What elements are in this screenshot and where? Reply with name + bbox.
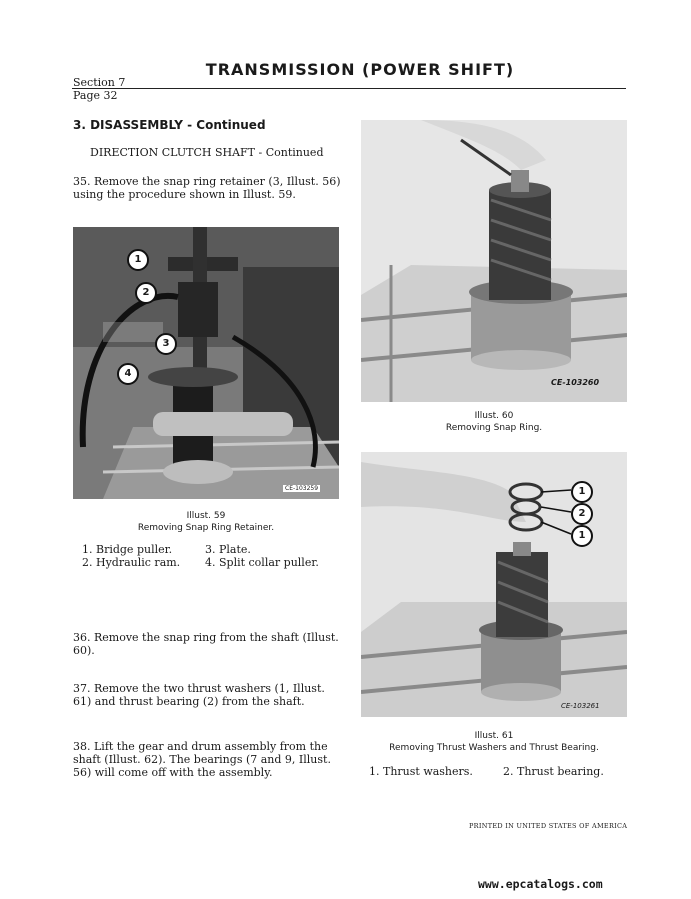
legend-item-bridge-puller: 1. Bridge puller. <box>82 543 173 556</box>
callout-59-4: 4 <box>117 363 139 385</box>
section-label: Section 7 <box>73 76 126 89</box>
illustration-59-legend <box>82 543 342 569</box>
step-38: 38. Lift the gear and drum assembly from the shaft (Illust. 62). The bearings (7 and 9, Illust. 56) will come off with the assembly. <box>73 740 331 779</box>
legend-item-thrust-bearing: 2. Thrust bearing. <box>503 765 604 778</box>
watermark-url: www.epcatalogs.com <box>478 877 603 891</box>
illustration-61-code: CE-103261 <box>561 702 600 710</box>
callout-59-3: 3 <box>155 333 177 355</box>
legend-item-hydraulic-ram: 2. Hydraulic ram. <box>82 556 181 569</box>
section-heading: 3. DISASSEMBLY - Continued <box>73 118 266 132</box>
illustration-59-number: Illust. 59 <box>186 511 226 521</box>
illustration-60-caption: Removing Snap Ring. <box>445 423 543 433</box>
illustration-59-caption: Removing Snap Ring Retainer. <box>137 523 275 533</box>
header-rule <box>72 88 626 89</box>
illustration-61-legend <box>369 765 629 778</box>
subheading: DIRECTION CLUTCH SHAFT - Continued <box>90 146 324 159</box>
page-title: TRANSMISSION (POWER SHIFT) <box>205 60 515 79</box>
illustration-61-number: Illust. 61 <box>474 731 514 741</box>
illustration-60-photo <box>361 120 627 402</box>
legend-item-plate: 3. Plate. <box>205 543 251 556</box>
page-number: Page 32 <box>73 89 118 102</box>
illustration-60-code: CE-103260 <box>551 378 600 387</box>
illustration-60-number: Illust. 60 <box>474 411 514 421</box>
callout-59-2: 2 <box>135 282 157 304</box>
callout-61-1-bottom: 1 <box>571 525 593 547</box>
printed-footer: PRINTED IN UNITED STATES OF AMERICA <box>469 822 628 830</box>
callout-59-1: 1 <box>127 249 149 271</box>
illustration-61-photo <box>361 452 627 717</box>
illustration-59-photo <box>73 227 339 499</box>
legend-item-thrust-washers: 1. Thrust washers. <box>369 765 473 778</box>
callout-61-1-top: 1 <box>571 481 593 503</box>
illustration-61-caption: Removing Thrust Washers and Thrust Bearing. <box>389 743 599 753</box>
callout-61-2: 2 <box>571 503 593 525</box>
legend-item-split-collar-puller: 4. Split collar puller. <box>205 556 319 569</box>
step-37: 37. Remove the two thrust washers (1, Illust. 61) and thrust bearing (2) from the shaft. <box>73 682 325 708</box>
step-36: 36. Remove the snap ring from the shaft (Illust. 60). <box>73 631 339 657</box>
illustration-59-code: CE-103259 <box>285 485 319 492</box>
step-35: 35. Remove the snap ring retainer (3, Illust. 56) using the procedure shown in Illust. 59. <box>73 175 341 201</box>
